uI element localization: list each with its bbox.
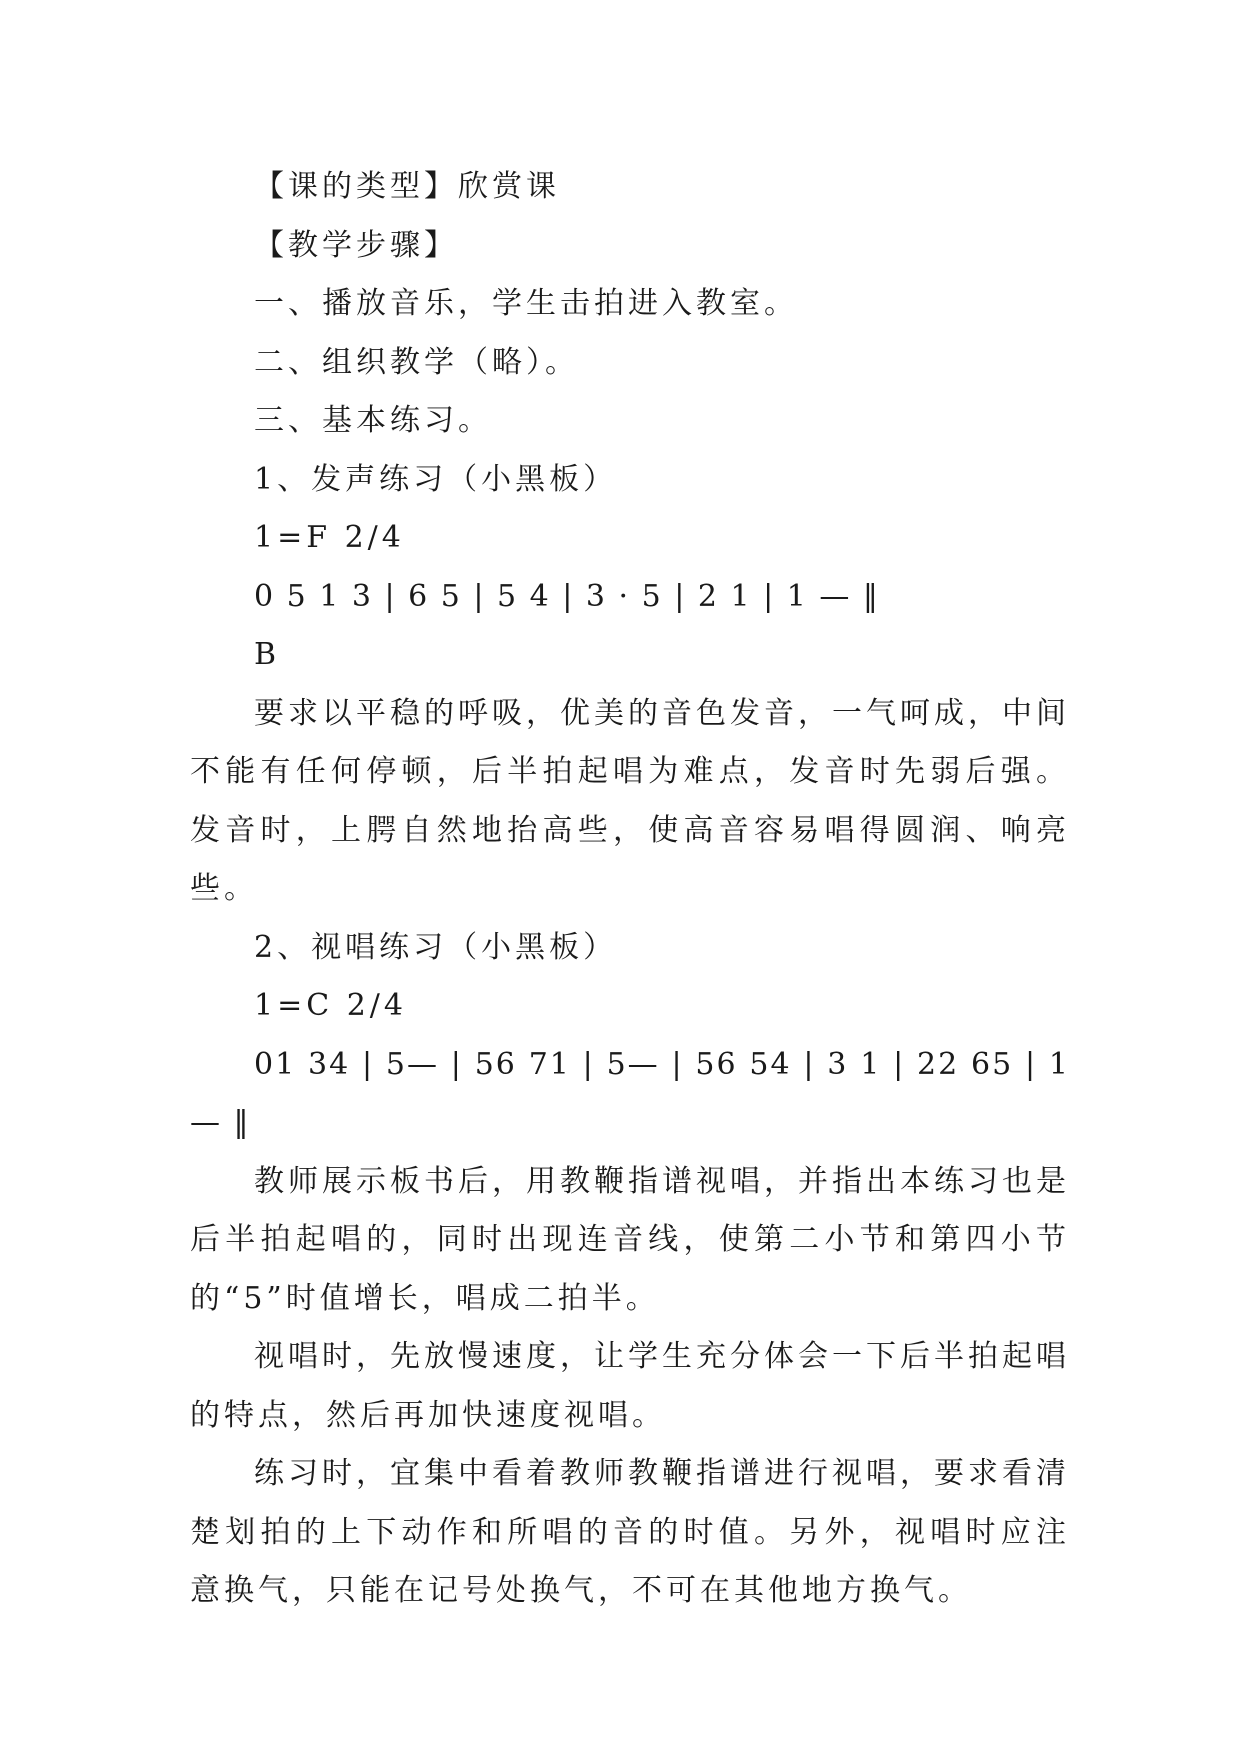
- exercise-1-mark: B: [254, 637, 281, 672]
- exercise-1-key: 1=F 2/4: [254, 520, 405, 555]
- exercise-2-tempo: 视唱时，先放慢速度，让学生充分体会一下后半拍起唱的特点，然后再加快速度视唱。: [190, 1339, 1070, 1433]
- exercise-1-requirement: 要求以平稳的呼吸，优美的音色发音，一气呵成，中间不能有任何停顿，后半拍起唱为难点，发音时先弱后强。发音时，上腭自然地抬高些，使高音容易唱得圆润、响亮些。: [190, 695, 1070, 906]
- document-body: [190, 158, 1070, 1621]
- step-three: 三、基本练习。: [254, 403, 492, 438]
- step-two: 二、组织教学（略）。: [254, 344, 579, 380]
- exercise-2-title: 2、视唱练习（小黑板）: [254, 929, 618, 965]
- exercise-2-score: 01 34 | 5— | 56 71 | 5— | 56 54 | 3 1 | 22 65 | 1 — ‖: [190, 1046, 1070, 1140]
- exercise-1-score: 0 5 1 3 | 6 5 | 5 4 | 3 · 5 | 2 1 | 1 — ‖: [254, 578, 880, 614]
- teaching-steps: 【教学步骤】: [254, 227, 458, 263]
- step-one: 一、播放音乐，学生击拍进入教室。: [254, 286, 798, 321]
- exercise-2-teacher: 教师展示板书后，用教鞭指谱视唱，并指出本练习也是后半拍起唱的，同时出现连音线，使第二小节和第四小节的“5”时值增长，唱成二拍半。: [190, 1163, 1070, 1316]
- lesson-type: 【课的类型】欣赏课: [254, 169, 560, 204]
- exercise-2-practice: 练习时，宜集中看着教师教鞭指谱进行视唱，要求看清楚划拍的上下动作和所唱的音的时值。另外，视唱时应注意换气，只能在记号处换气，不可在其他地方换气。: [190, 1456, 1070, 1608]
- exercise-1-title: 1、发声练习（小黑板）: [254, 461, 618, 497]
- exercise-2-key: 1=C 2/4: [254, 988, 407, 1023]
